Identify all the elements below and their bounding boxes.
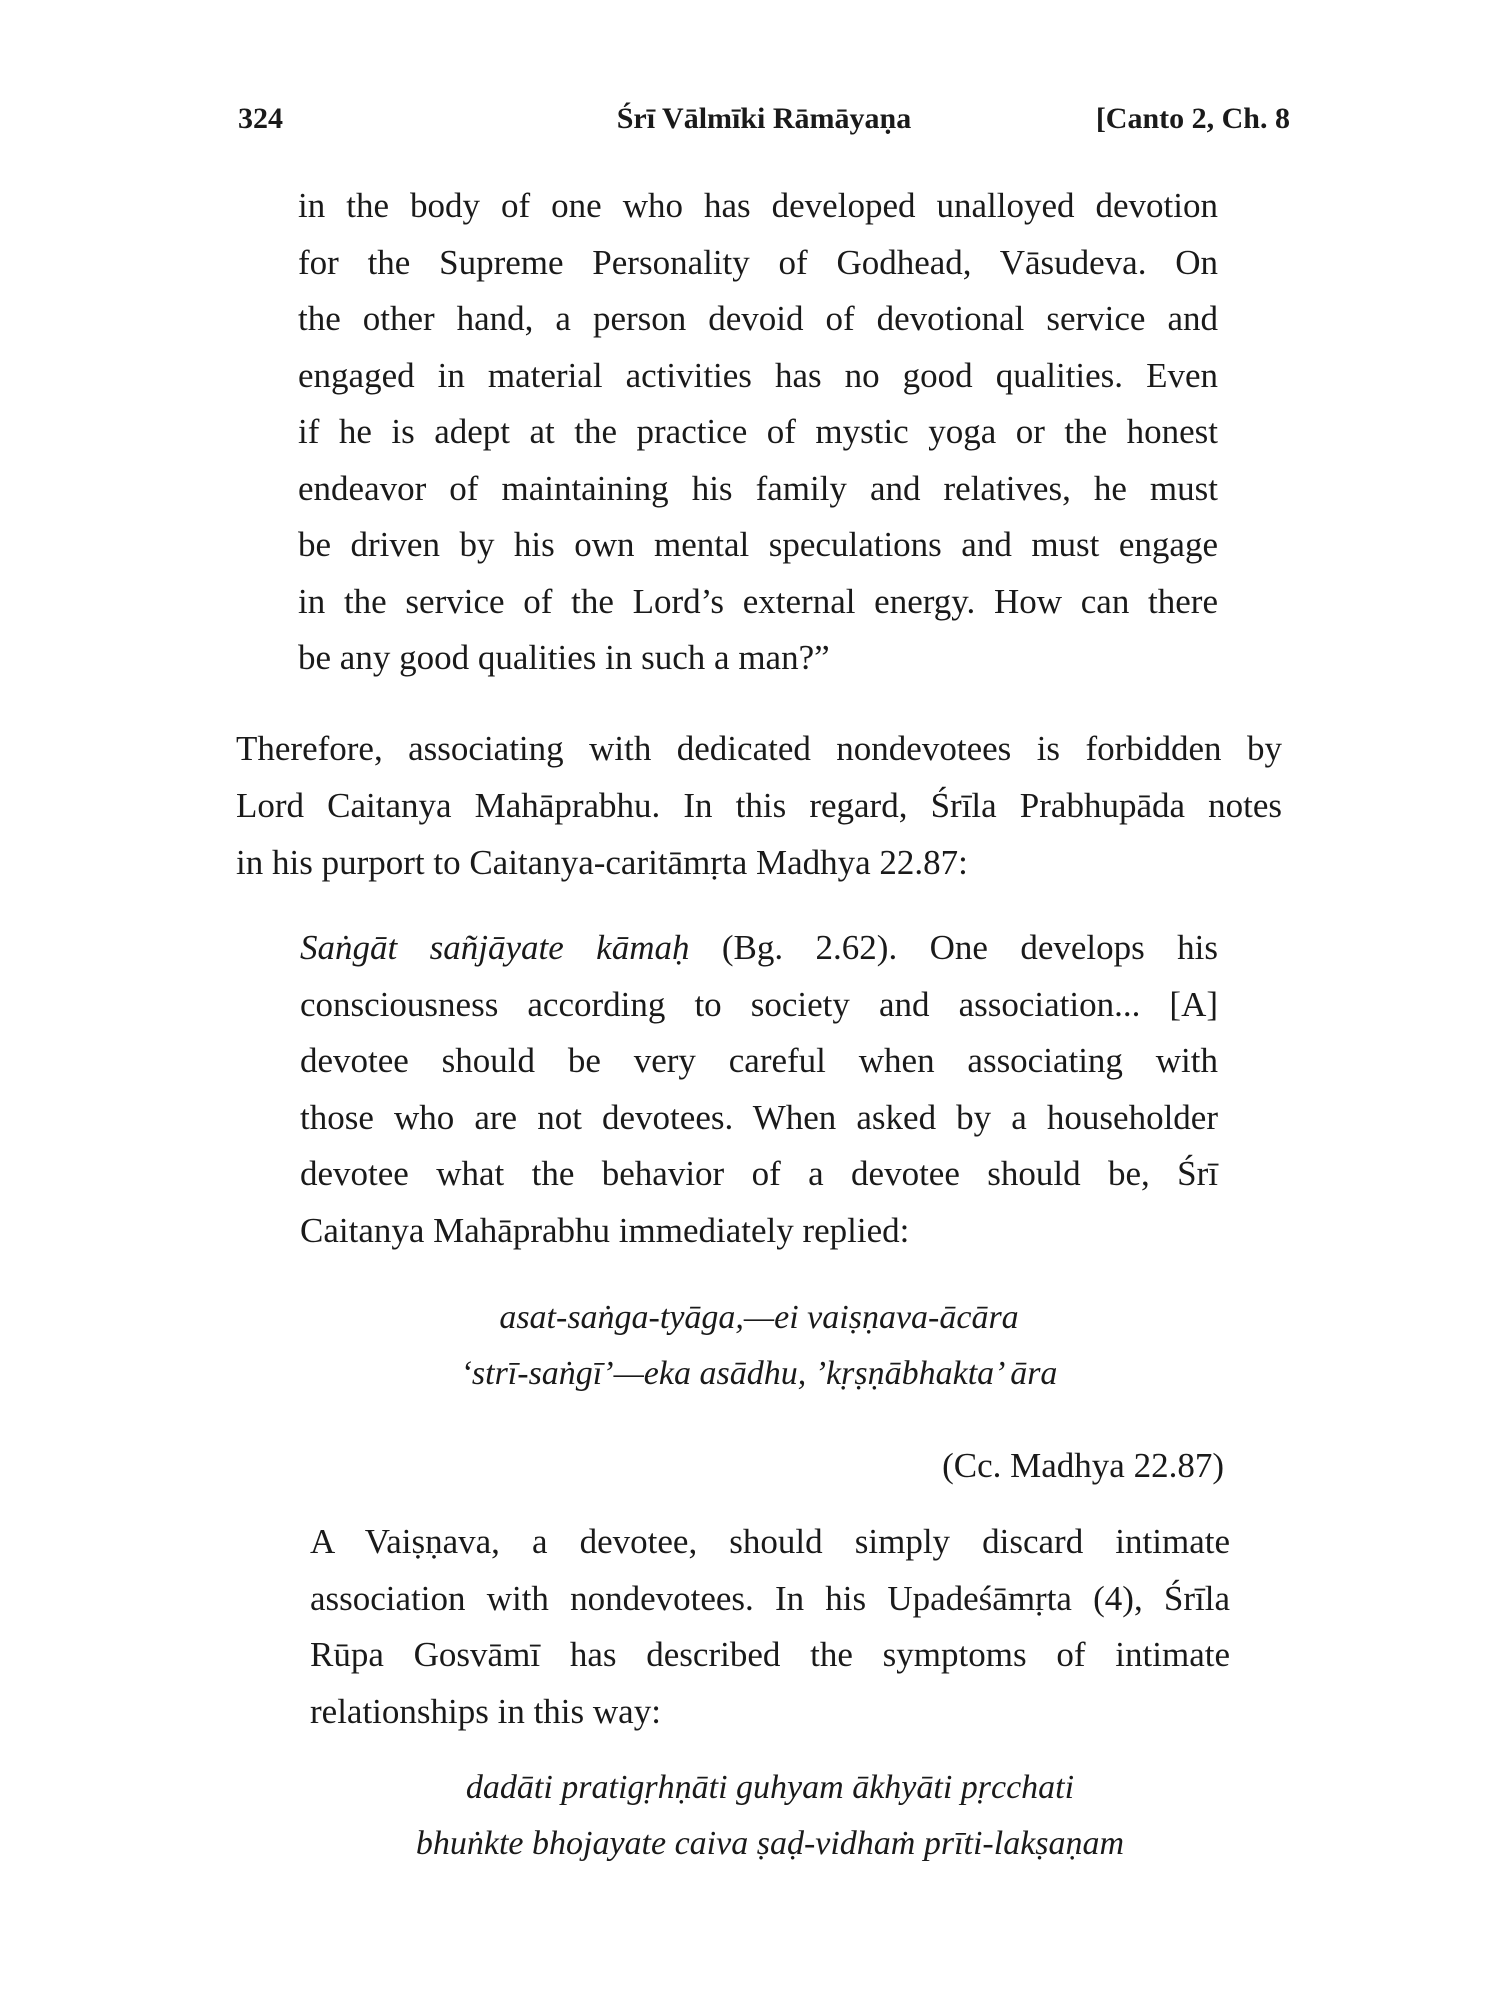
text-line: if he is adept at the practice of mystic yoga or the honest [298, 412, 1218, 451]
sanskrit-verse-2 [310, 1760, 1230, 1872]
text-line [300, 920, 1218, 977]
text-line: Rūpa Gosvāmī has described the symptoms of intimate [310, 1635, 1230, 1674]
section-reference: [Canto 2, Ch. 8 [1095, 102, 1290, 135]
text-line: in the body of one who has developed unalloyed devotion [298, 186, 1218, 225]
block-quote-vaisnava [310, 1514, 1230, 1740]
page-header [238, 102, 1290, 142]
page-number: 324 [238, 102, 283, 135]
sanskrit-verse-1 [300, 1290, 1218, 1402]
text-line: those who are not devotees. When asked by a householder [300, 1097, 1218, 1137]
verse-line: ‘strī-saṅgī’—eka asādhu, ’kṛṣṇābhakta’ āra [460, 1355, 1058, 1392]
verse-line: bhuṅkte bhojayate caiva ṣaḍ-vidhaṁ prīti-lakṣaṇam [415, 1825, 1125, 1862]
text-fragment: (Bg. 2.62). One develops his [689, 928, 1218, 967]
text-line: in the service of the Lord’s external energy. How can there [298, 581, 1218, 621]
text-line: devotee should be very careful when associating with [300, 1041, 1218, 1080]
text-line: for the Supreme Personality of Godhead, Vāsudeva. On [298, 242, 1218, 282]
sanskrit-phrase: Saṅgāt sañjāyate kāmaḥ [300, 928, 690, 967]
text-line: A Vaiṣṇava, a devotee, should simply discard intimate [310, 1522, 1230, 1561]
text-line: association with nondevotees. In his Upadeśāmṛta (4), Śrīla [310, 1578, 1230, 1618]
text-line: relationships in this way: [310, 1691, 661, 1731]
verse-citation: (Cc. Madhya 22.87) [942, 1446, 1224, 1485]
text-line: the other hand, a person devoid of devotional service and [298, 299, 1218, 338]
text-line: be driven by his own mental speculations and must engage [298, 525, 1218, 564]
text-line: Therefore, associating with dedicated nondevotees is forbidden by [236, 729, 1282, 768]
verse-line: dadāti pratigṛhṇāti guhyam ākhyāti pṛcchati [465, 1769, 1075, 1806]
block-quote-prabhupada [300, 920, 1218, 1259]
text-line: consciousness according to society and association... [A] [300, 984, 1218, 1024]
text-line: be any good qualities in such a man?” [298, 638, 830, 677]
text-line: endeavor of maintaining his family and relatives, he must [298, 468, 1218, 508]
verse-line: asat-saṅga-tyāga,—ei vaiṣṇava-ācāra [499, 1299, 1019, 1336]
body-paragraph [236, 720, 1282, 891]
text-line: Caitanya Mahāprabhu immediately replied: [300, 1210, 910, 1250]
block-quote-purport [298, 178, 1218, 687]
text-line: engaged in material activities has no good qualities. Even [298, 355, 1218, 395]
text-line: in his purport to Caitanya-caritāmṛta Madhya 22.87: [236, 843, 968, 882]
text-line: devotee what the behavior of a devotee should be, Śrī [300, 1154, 1218, 1193]
running-title: Śrī Vālmīki Rāmāyaṇa [616, 102, 912, 135]
text-line: Lord Caitanya Mahāprabhu. In this regard, Śrīla Prabhupāda notes [236, 786, 1282, 825]
